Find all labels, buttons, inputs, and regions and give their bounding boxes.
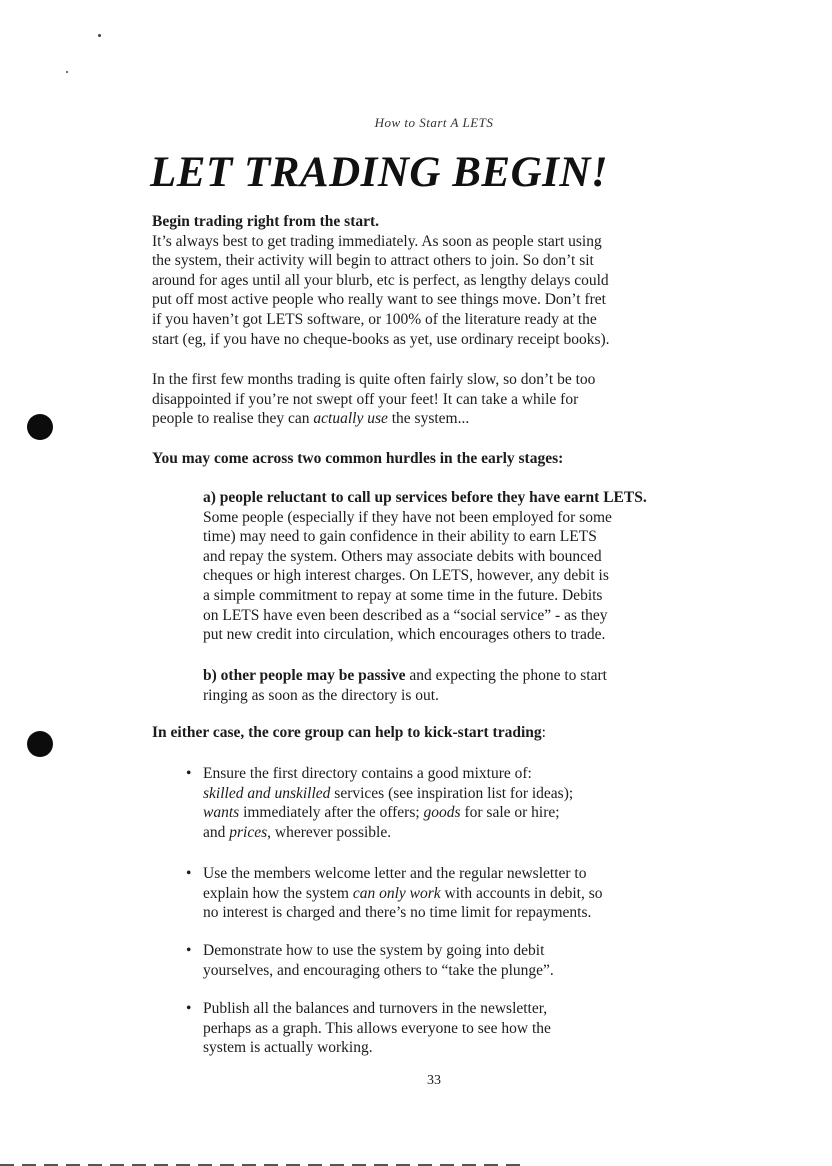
punch-hole-bottom <box>27 731 53 757</box>
page-title: LET TRADING BEGIN! <box>150 149 609 196</box>
emphasis-text: prices <box>229 823 268 841</box>
hurdle-a-line: Some people (especially if they have not been employed for some <box>203 508 612 526</box>
intro-line: the system, their activity will begin to attract others to join. So don’t sit <box>152 252 594 270</box>
hurdle-a-line: and repay the system. Others may associate debits with bounced <box>203 547 602 565</box>
text-run: : <box>541 724 546 741</box>
bullet-line: system is actually working. <box>203 1039 373 1057</box>
hurdle-a-line: cheques or high interest charges. On LETS, however, any debit is <box>203 567 609 585</box>
text-run: and expecting the phone to start <box>405 667 607 684</box>
hurdle-a-line: put new credit into circulation, which encourages others to trade. <box>203 626 606 644</box>
intro-line: if you haven’t got LETS software, or 100% of the literature ready at the <box>152 310 597 328</box>
bullet-newsletter <box>186 864 723 923</box>
hurdle-b-label: b) other people may be passive <box>203 667 406 684</box>
slow-start-line: In the first few months trading is quite often fairly slow, so don’t be too <box>152 371 596 388</box>
bullet-line: Ensure the first directory contains a good mixture of: <box>203 765 532 782</box>
text-run: with accounts in debit, so <box>440 884 603 902</box>
bullet-dot: • <box>186 765 192 782</box>
bullet-line: yourselves, and encouraging others to “take the plunge”. <box>203 961 554 979</box>
emphasis-text: goods <box>423 804 461 822</box>
bullet-line: Demonstrate how to use the system by going into debit <box>203 942 545 959</box>
bullet-line <box>203 803 723 823</box>
text-run: , wherever possible. <box>267 823 392 841</box>
core-group-heading <box>152 724 546 742</box>
bullet-line: no interest is charged and there’s no time limit for repayments. <box>203 904 592 922</box>
emphasis-text: can only work <box>352 884 441 902</box>
bullet-line: Publish all the balances and turnovers in the newsletter, <box>203 1000 548 1017</box>
bullet-demonstrate <box>186 941 723 980</box>
hurdles-heading: You may come across two common hurdles in the early stages: <box>152 450 564 467</box>
bullet-publish <box>186 999 723 1058</box>
running-head: How to Start A LETS <box>374 115 494 130</box>
text-run: explain how the system <box>203 884 353 902</box>
hurdle-b <box>203 666 717 705</box>
text-run: services (see inspiration list for ideas); <box>330 784 574 802</box>
emphasis-text: wants <box>203 804 240 822</box>
hurdle-b-line: ringing as soon as the directory is out. <box>203 686 439 704</box>
bullet-line <box>203 823 723 843</box>
scan-speck <box>98 34 101 37</box>
intro-line: It’s always best to get trading immediately. As soon as people start using <box>152 232 602 250</box>
hurdle-b-line <box>203 666 717 686</box>
bullet-dot: • <box>186 1000 192 1017</box>
text-run: and <box>203 823 230 841</box>
text-run: immediately after the offers; <box>239 804 424 822</box>
hurdle-a-line: time) may need to gain confidence in their ability to earn LETS <box>203 528 597 546</box>
text-run: people to realise they can <box>152 410 314 428</box>
bullet-dot: • <box>186 942 192 959</box>
slow-start-line <box>152 409 718 429</box>
bullet-directory <box>186 764 723 842</box>
bullet-line <box>203 884 723 904</box>
slow-start-paragraph <box>152 370 718 429</box>
bullet-line <box>203 784 723 804</box>
intro-line: start (eg, if you have no cheque-books as yet, use ordinary receipt books). <box>152 330 610 348</box>
text-run: for sale or hire; <box>460 804 560 822</box>
emphasis-text: actually use <box>313 410 388 428</box>
punch-hole-top <box>27 414 53 440</box>
bullet-line: Use the members welcome letter and the regular newsletter to <box>203 865 587 882</box>
bullet-line: perhaps as a graph. This allows everyone to see how the <box>203 1019 551 1037</box>
text-run: the system... <box>387 410 470 428</box>
intro-line: put off most active people who really want to see things move. Don’t fret <box>152 291 606 309</box>
scan-speck <box>66 71 68 73</box>
emphasis-text: skilled and unskilled <box>203 784 331 802</box>
bullet-dot: • <box>186 865 192 882</box>
hurdle-a <box>203 488 717 645</box>
intro-line: around for ages until all your blurb, etc is perfect, as lengthy delays could <box>152 271 609 289</box>
text-run: In either case, the core group can help to kick-start trading <box>152 724 542 741</box>
hurdle-a-line: on LETS have even been described as a “social service” - as they <box>203 606 608 624</box>
hurdle-a-line: a simple commitment to repay at some time in the future. Debits <box>203 586 603 604</box>
intro-paragraph <box>152 212 718 349</box>
slow-start-line: disappointed if you’re not swept off your feet! It can take a while for <box>152 390 579 408</box>
page-number: 33 <box>427 1073 441 1088</box>
intro-lead: Begin trading right from the start. <box>152 213 380 230</box>
hurdle-a-label: a) people reluctant to call up services before they have earnt LETS. <box>203 489 647 506</box>
